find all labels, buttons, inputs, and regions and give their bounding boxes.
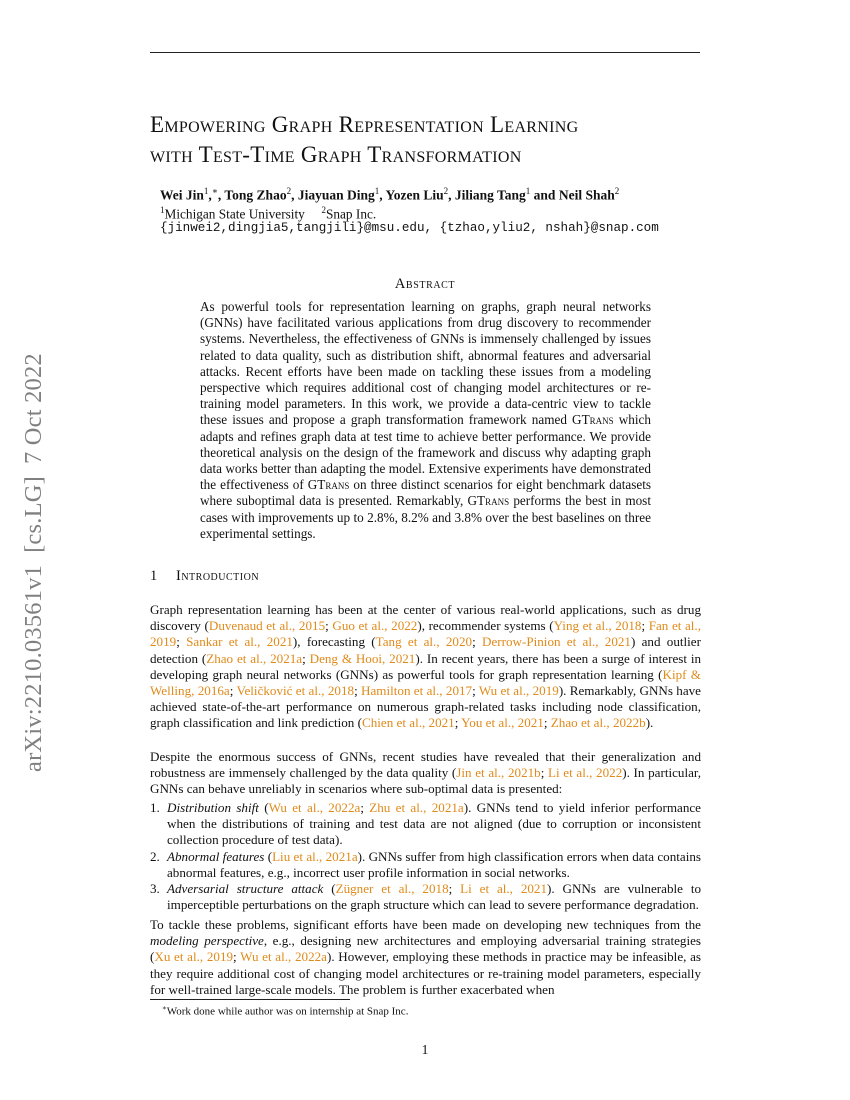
- affil-sup: 2: [321, 205, 326, 215]
- author-list: [160, 186, 619, 204]
- method-name: GTrans: [307, 477, 350, 493]
- citation-link[interactable]: Tang et al., 2020: [375, 634, 473, 650]
- author-separator: ,: [217, 187, 222, 203]
- text-run: ).: [645, 715, 654, 731]
- citation-link[interactable]: Zhao et al., 2021a: [206, 650, 303, 666]
- citation-link[interactable]: Duvenaud et al., 2015: [208, 618, 326, 634]
- text-run: Despite the enormous success of GNNs, recent studies have revealed that their generalization and robustness are immensely challenged by the data quality (: [150, 749, 701, 781]
- author-affil-sup: 2: [443, 186, 449, 196]
- text-run: ). However, employing these methods in practice may be infeasible, as they require additional cost of changing model architectures or re-training model parameters, especially for well-trained large-scale models. The problem is further exacerbated when: [150, 949, 701, 997]
- abstract-sentence: on three distinct scenarios for eight benchmark datasets where suboptimal data is presented. Remarkably,: [200, 477, 652, 509]
- text-run: ), forecasting (: [292, 634, 376, 650]
- abstract-sentence: As powerful tools for representation learning on graphs, graph neural networks (GNNs) have facilitated various applications from drug discovery to recommender systems. Nevertheless, the effectiveness of GNNs is immensely challenged by issues related to data quality, such as distribution shift, abnormal features and adversarial attacks. Recent efforts have been made on tackling these issues from a modeling perspective which requires additional cost of changing model architectures or re-training model parameters. In this work, we provide a data-centric view to tackle these issues and propose a graph transformation framework named: [200, 299, 651, 428]
- author-name: Yozen Liu: [385, 187, 444, 203]
- text-run: ;: [302, 650, 310, 666]
- text-run: , e.g., designing new architectures and employing adversarial training strategies (: [150, 933, 701, 965]
- citation-link[interactable]: Zügner et al., 2018: [335, 881, 449, 897]
- citation-link[interactable]: Guo et al., 2022: [332, 618, 418, 634]
- author-separator: ,: [379, 187, 383, 203]
- footnote-text: Work done while author was on internship at Snap Inc.: [166, 1005, 409, 1018]
- text-run: To tackle these problems, significant efforts have been made on developing new techniques from the: [150, 917, 701, 932]
- header-rule: [150, 52, 700, 53]
- intro-paragraph-1: [150, 602, 701, 732]
- text-run: (: [264, 848, 273, 864]
- text-run: ;: [360, 800, 370, 815]
- list-item: [150, 849, 701, 881]
- text-run: ;: [448, 881, 461, 897]
- list-item: [150, 881, 701, 913]
- citation-link[interactable]: Li et al., 2022: [548, 765, 623, 781]
- text-run: ). GNNs tend to yield inferior performance when the distributions of training and test data are not aligned (due to corruption or inconsistent collection procedure of test data).: [167, 800, 701, 848]
- abstract-heading: Abstract: [394, 276, 456, 292]
- arxiv-date: 7 Oct 2022: [20, 353, 47, 464]
- text-run: ). In recent years, there has been a surge of interest in developing graph neural networks (GNNs) as powerful tools for graph representation learning (: [150, 650, 702, 682]
- author-affil-sup: 2: [286, 186, 292, 196]
- text-run: ;: [540, 765, 549, 781]
- section-number: 1: [150, 568, 158, 584]
- author-affil-sup: 1: [203, 186, 209, 196]
- citation-link[interactable]: Jin et al., 2021b: [456, 765, 541, 781]
- author-name: Jiayuan Ding: [297, 187, 375, 203]
- author-emails: {jinwei2,dingjia5,tangjili}@msu.edu, {tzhao,yliu2, nshah}@snap.com: [160, 221, 659, 235]
- list-term: Adversarial structure attack: [167, 881, 324, 897]
- citation-link[interactable]: Veličković et al., 2018: [236, 683, 355, 699]
- citation-link[interactable]: Hamilton et al., 2017: [361, 683, 473, 699]
- arxiv-sidebar-stamp: [20, 341, 48, 772]
- footnote: [162, 1004, 408, 1018]
- citation-link[interactable]: Zhao et al., 2022b: [550, 715, 646, 731]
- citation-link[interactable]: You et al., 2021: [461, 715, 544, 731]
- arxiv-category: [cs.LG]: [20, 476, 47, 553]
- page-number: 1: [421, 1042, 429, 1057]
- arxiv-id: arXiv:2210.03561v1: [20, 564, 47, 772]
- text-run: ;: [472, 683, 479, 699]
- text-run: ;: [325, 618, 333, 634]
- abstract-sentence: which adapts and refines graph data at test time to achieve better performance. We provide theoretical analysis on the design of the framework and discuss why adapting graph data works better than adapting the model. Extensive experiments have demonstrated the effectiveness of: [200, 412, 651, 493]
- abstract-sentence: performs the best in most cases with improvements up to 2.8%, 8.2% and 3.8% over the best baselines on three experimental settings.: [200, 493, 651, 541]
- text-run: ). Remarkably, GNNs have achieved state-of-the-art performance on numerous graph-related tasks including node classification, graph classification and link prediction (: [150, 683, 701, 731]
- issue-list: [150, 800, 701, 913]
- citation-link[interactable]: Chien et al., 2021: [361, 715, 455, 731]
- citation-link[interactable]: Derrow-Pinion et al., 2021: [481, 634, 631, 650]
- text-run: ;: [543, 715, 551, 731]
- abstract-text: [200, 299, 651, 542]
- text-run: ;: [229, 683, 237, 699]
- list-number: 3.: [150, 881, 160, 897]
- author-footnote-mark: ∗: [211, 186, 218, 196]
- citation-link[interactable]: Wu et al., 2022a: [268, 800, 361, 815]
- citation-link[interactable]: Deng & Hooi, 2021: [309, 650, 416, 666]
- text-run: ). GNNs are vulnerable to imperceptible perturbations on the graph structure which can lead to severe performance degradation.: [167, 881, 701, 913]
- text-run: (: [258, 800, 269, 815]
- text-run: ). GNNs suffer from high classification errors when data contains abnormal features, e.g., incorrect user profile information in social networks.: [167, 848, 701, 880]
- author-name: Wei Jin: [160, 187, 204, 203]
- list-term: Distribution shift: [167, 800, 259, 815]
- text-run: ), recommender systems (: [417, 618, 554, 634]
- citation-link[interactable]: Zhu et al., 2021a: [369, 800, 464, 815]
- author-name: Neil Shah: [558, 187, 615, 203]
- list-term: Abnormal features: [167, 848, 265, 864]
- intro-paragraph-3: [150, 917, 701, 998]
- intro-paragraph-2: [150, 749, 701, 798]
- paper-title: [150, 110, 710, 170]
- title-line-1: Empowering Graph Representation Learning: [150, 112, 579, 137]
- text-run: ;: [641, 618, 649, 634]
- affil-name: Snap Inc.: [325, 206, 377, 222]
- list-item: [150, 800, 701, 849]
- citation-link[interactable]: Ying et al., 2018: [553, 618, 642, 634]
- affiliations: [160, 205, 376, 222]
- method-name: GTrans: [572, 412, 614, 428]
- author-and: and: [533, 187, 556, 203]
- text-run: ;: [233, 949, 241, 965]
- author-affil-sup: 1: [525, 186, 531, 196]
- list-number: 1.: [150, 800, 160, 815]
- text-run: ;: [354, 683, 362, 699]
- text-run: ). In particular, GNNs can behave unreliably in scenarios where sub-optimal data is presented:: [150, 765, 702, 797]
- footnote-rule: [150, 999, 350, 1000]
- text-run: ;: [454, 715, 462, 731]
- citation-link[interactable]: Sankar et al., 2021: [186, 634, 293, 650]
- author-affil-sup: 2: [614, 186, 620, 196]
- text-run: ;: [472, 634, 482, 650]
- emphasis: modeling perspective: [150, 933, 264, 949]
- author-separator: ,: [208, 187, 212, 203]
- section-title: Introduction: [176, 568, 260, 584]
- citation-link[interactable]: Li et al., 2021: [460, 881, 548, 897]
- text-run: Graph representation learning has been at the center of various real-world applications, such as drug discovery (: [150, 602, 701, 634]
- affil-name: Michigan State University: [164, 206, 305, 222]
- citation-link[interactable]: Xu et al., 2019: [154, 949, 234, 965]
- text-run: ) and outlier detection (: [150, 634, 701, 666]
- citation-link[interactable]: Wu et al., 2022a: [240, 949, 327, 965]
- affil-sup: 1: [160, 205, 165, 215]
- text-run: (: [323, 881, 336, 897]
- author-separator: ,: [291, 187, 295, 203]
- title-line-2: with Test-Time Graph Transformation: [150, 142, 522, 167]
- footnote-mark: ∗: [162, 1004, 167, 1012]
- citation-link[interactable]: Kipf & Welling, 2016a: [150, 666, 701, 699]
- author-affil-sup: 1: [374, 186, 380, 196]
- list-number: 2.: [150, 848, 160, 864]
- citation-link[interactable]: Fan et al., 2019: [150, 618, 701, 650]
- author-name: Tong Zhao: [224, 187, 287, 203]
- citation-link[interactable]: Liu et al., 2021a: [272, 848, 358, 864]
- author-separator: ,: [448, 187, 452, 203]
- citation-link[interactable]: Wu et al., 2019: [478, 683, 559, 699]
- author-name: Jiliang Tang: [454, 187, 526, 203]
- method-name: GTrans: [467, 493, 510, 509]
- text-run: ;: [176, 634, 187, 650]
